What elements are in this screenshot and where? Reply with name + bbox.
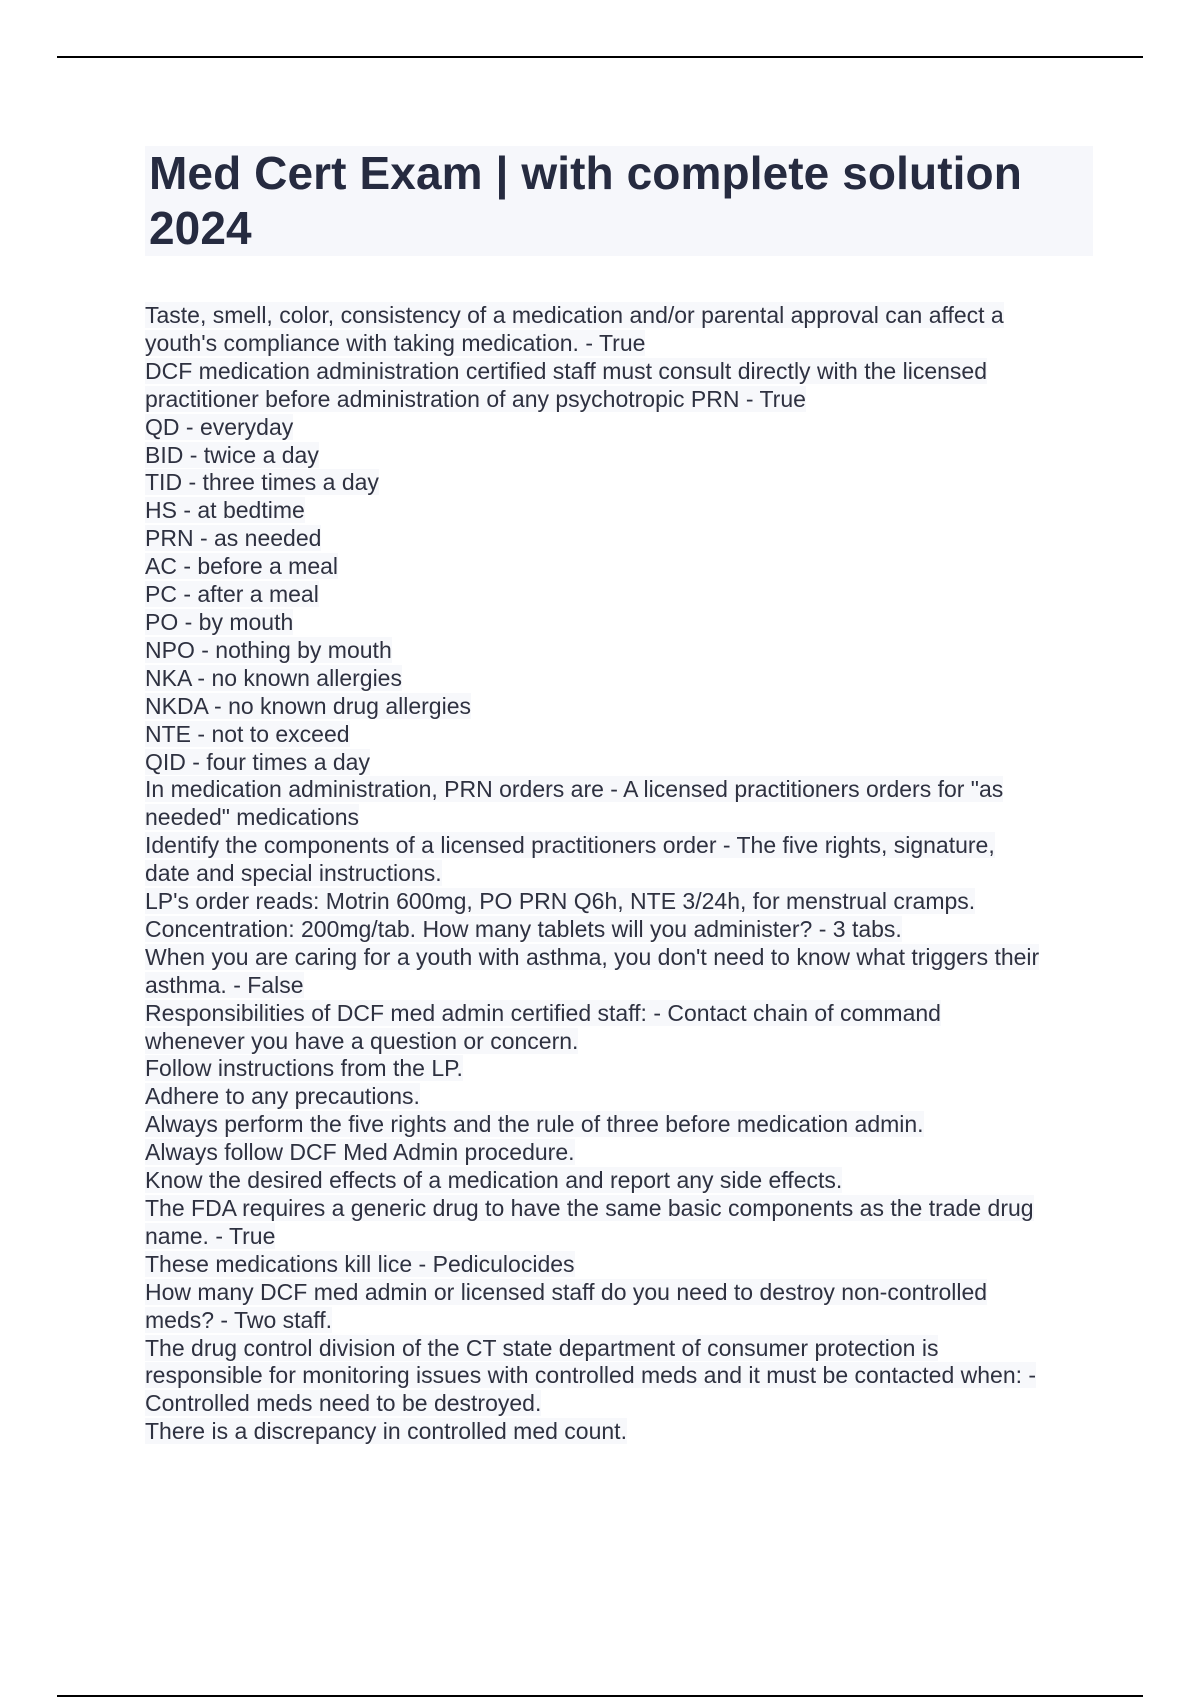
title-line-2: 2024 bbox=[149, 202, 252, 254]
text-line: responsible for monitoring issues with controlled meds and it must be contacted when: - bbox=[145, 1362, 1037, 1389]
text-line: Adhere to any precautions. bbox=[145, 1083, 420, 1110]
bottom-rule bbox=[57, 1695, 1143, 1697]
text-line: Follow instructions from the LP. bbox=[145, 1055, 463, 1082]
document-body bbox=[145, 302, 1095, 1446]
text-line: When you are caring for a youth with asthma, you don't need to know what triggers their bbox=[145, 943, 1040, 970]
text-line: asthma. - False bbox=[145, 971, 304, 998]
text-line: QD - everyday bbox=[145, 413, 294, 440]
text-line: PC - after a meal bbox=[145, 581, 319, 608]
title-block bbox=[145, 146, 1093, 256]
title-line-1: Med Cert Exam | with complete solution bbox=[149, 147, 1022, 199]
text-line: Always follow DCF Med Admin procedure. bbox=[145, 1139, 575, 1166]
text-line: How many DCF med admin or licensed staff do you need to destroy non-controlled bbox=[145, 1278, 988, 1305]
text-line: practitioner before administration of any psychotropic PRN - True bbox=[145, 385, 806, 412]
text-line: whenever you have a question or concern. bbox=[145, 1027, 579, 1054]
text-line: date and special instructions. bbox=[145, 860, 442, 887]
text-line: In medication administration, PRN orders are - A licensed practitioners orders for "as bbox=[145, 776, 1004, 803]
text-line: PRN - as needed bbox=[145, 525, 322, 552]
text-line: Identify the components of a licensed practitioners order - The five rights, signature, bbox=[145, 832, 995, 859]
text-line: needed" medications bbox=[145, 804, 360, 831]
text-line: Controlled meds need to be destroyed. bbox=[145, 1390, 542, 1417]
text-line: Always perform the five rights and the rule of three before medication admin. bbox=[145, 1111, 924, 1138]
text-line: Taste, smell, color, consistency of a medication and/or parental approval can affect a bbox=[145, 302, 1004, 328]
text-line: name. - True bbox=[145, 1222, 276, 1249]
text-line: NKA - no known allergies bbox=[145, 664, 402, 691]
text-line: NTE - not to exceed bbox=[145, 720, 350, 747]
text-line: Responsibilities of DCF med admin certified staff: - Contact chain of command bbox=[145, 999, 941, 1026]
text-line: youth's compliance with taking medication. - True bbox=[145, 329, 646, 356]
text-line: NPO - nothing by mouth bbox=[145, 636, 392, 663]
text-line: Concentration: 200mg/tab. How many tablets will you administer? - 3 tabs. bbox=[145, 915, 902, 942]
text-line: meds? - Two staff. bbox=[145, 1306, 333, 1333]
text-line: There is a discrepancy in controlled med count. bbox=[145, 1418, 627, 1445]
text-line: BID - twice a day bbox=[145, 441, 319, 468]
text-line: DCF medication administration certified staff must consult directly with the licensed bbox=[145, 357, 987, 384]
text-line: LP's order reads: Motrin 600mg, PO PRN Q6h, NTE 3/24h, for menstrual cramps. bbox=[145, 888, 976, 915]
text-line: Know the desired effects of a medication and report any side effects. bbox=[145, 1167, 843, 1194]
text-line: QID - four times a day bbox=[145, 748, 370, 775]
text-line: PO - by mouth bbox=[145, 608, 294, 635]
top-rule bbox=[57, 56, 1143, 58]
text-line: The FDA requires a generic drug to have the same basic components as the trade drug bbox=[145, 1195, 1034, 1221]
text-line: The drug control division of the CT state department of consumer protection is bbox=[145, 1334, 939, 1361]
text-line: NKDA - no known drug allergies bbox=[145, 692, 471, 719]
text-line: AC - before a meal bbox=[145, 553, 339, 580]
text-line: TID - three times a day bbox=[145, 469, 379, 496]
text-line: These medications kill lice - Pediculocides bbox=[145, 1250, 575, 1277]
document-title bbox=[149, 146, 1089, 256]
text-line: HS - at bedtime bbox=[145, 497, 305, 524]
